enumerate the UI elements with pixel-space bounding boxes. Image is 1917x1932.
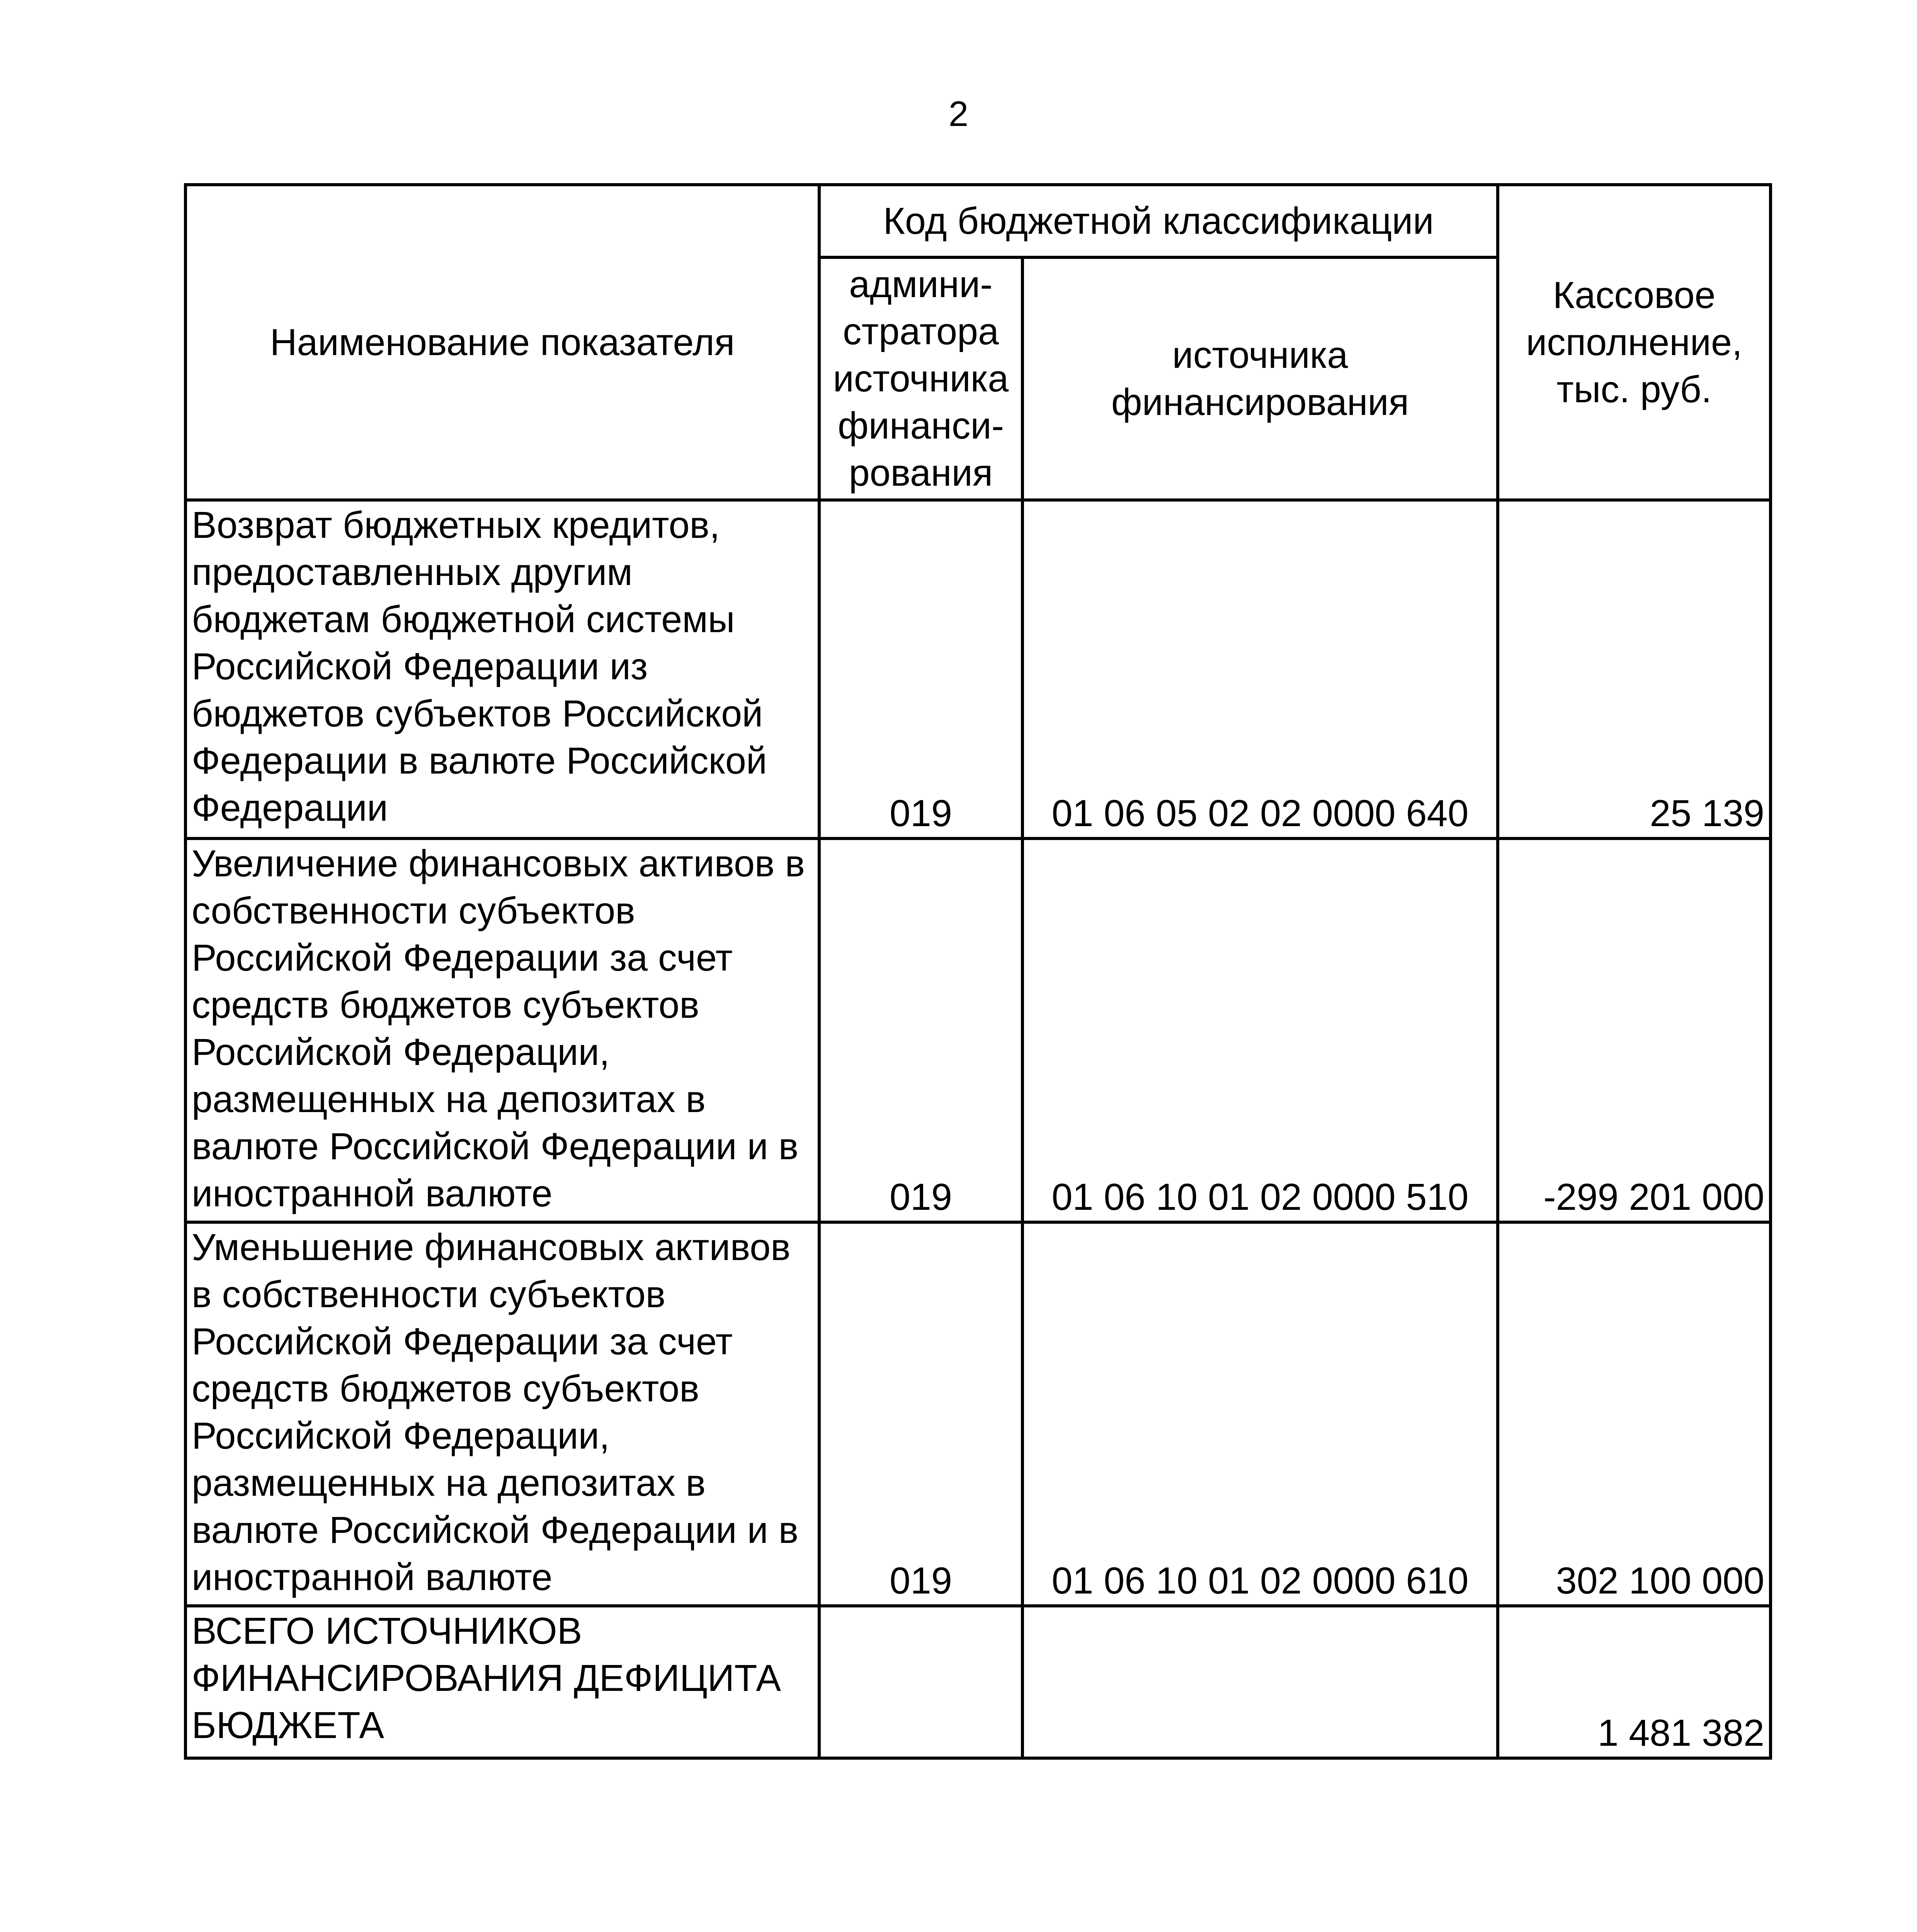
total-admin-code-empty [819,1606,1022,1758]
table-row [185,1222,1771,1606]
row-source-code: 01 06 10 01 02 0000 510 [1022,838,1498,1222]
header-budget-code-group: Код бюджетной классификации [819,185,1498,257]
row-admin-code: 019 [819,838,1022,1222]
header-administrator: админи- стратора источника финанси- рования [819,257,1022,500]
budget-sources-table [184,183,1772,1760]
row-indicator-name: Возврат бюджетных кредитов, предоставленных другим бюджетам бюджетной системы Российской Федерации из бюджетов субъектов Российской Федерации в валюте Российской Федерации [185,500,819,838]
row-indicator-name: Увеличение финансовых активов в собственности субъектов Российской Федерации за счет средств бюджетов субъектов Российской Федерации, размещенных на депозитах в валюте Российской Федерации и в иностранной валюте [185,838,819,1222]
header-cash-execution: Кассовое исполнение, тыс. руб. [1498,185,1771,500]
row-admin-code: 019 [819,1222,1022,1606]
row-amount: -299 201 000 [1498,838,1771,1222]
total-label: ВСЕГО ИСТОЧНИКОВ ФИНАНСИРОВАНИЯ ДЕФИЦИТА БЮДЖЕТА [185,1606,819,1758]
header-indicator-name: Наименование показателя [185,185,819,500]
table-header-row [185,185,1771,257]
table-row [185,838,1771,1222]
total-source-code-empty [1022,1606,1498,1758]
total-amount: 1 481 382 [1498,1606,1771,1758]
row-amount: 25 139 [1498,500,1771,838]
header-source: источника финансирования [1022,257,1498,500]
table-total-row [185,1606,1771,1758]
row-admin-code: 019 [819,500,1022,838]
row-source-code: 01 06 10 01 02 0000 610 [1022,1222,1498,1606]
page-number: 2 [948,94,969,134]
row-amount: 302 100 000 [1498,1222,1771,1606]
table-row [185,500,1771,838]
row-indicator-name: Уменьшение финансовых активов в собственности субъектов Российской Федерации за счет средств бюджетов субъектов Российской Федерации, размещенных на депозитах в валюте Российской Федерации и в иностранной валюте [185,1222,819,1606]
row-source-code: 01 06 05 02 02 0000 640 [1022,500,1498,838]
